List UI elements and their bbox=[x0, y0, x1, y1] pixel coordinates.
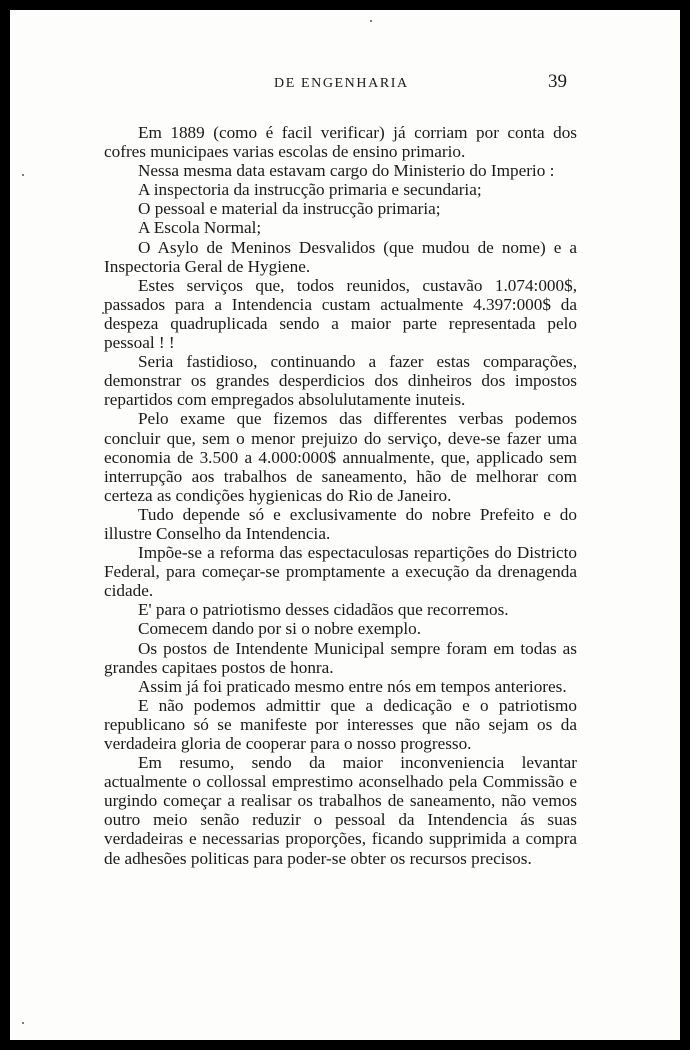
ink-speck bbox=[22, 174, 24, 176]
paragraph: Comecem dando por si o nobre exemplo. bbox=[138, 619, 422, 639]
page-number: 39 bbox=[548, 71, 567, 92]
paragraph: Assim já foi praticado mesmo entre nós em tempos anteriores. bbox=[138, 676, 567, 696]
paragraph: Pelo exame que fizemos das differentes verbas podemos concluir que, sem o menor prejuizo do serviço, deve-se fazer uma economia de 3.500 a 4.000:000$ annualmente, que, applicado sem interrupção aos trabalhos de saneamento, hão de melhorar com certeza as condições hygienicas do Rio de Janeiro. bbox=[104, 409, 577, 505]
paragraph: Estes serviços que, todos reunidos, custavão 1.074:000$, passados para a Intendencia custam actualmente 4.397:000$ da despeza quadruplicada sendo a maior parte representada pelo pessoal ! ! bbox=[104, 275, 577, 353]
page-header bbox=[10, 68, 680, 98]
body-text bbox=[104, 123, 577, 868]
list-item: O Asylo de Meninos Desvalidos (que mudou de nome) e a Inspectoria Geral de Hygiene. bbox=[104, 237, 577, 276]
paragraph: Impõe-se a reforma das espectaculosas repartições do Districto Federal, para começar-se promptamente a execução da drenagenda cidade. bbox=[104, 543, 577, 601]
list-item: A inspectoria da instrucção primaria e secundaria; bbox=[138, 180, 482, 200]
list-item: A Escola Normal; bbox=[138, 218, 262, 238]
paragraph: Nessa mesma data estavam cargo do Ministerio do Imperio : bbox=[138, 161, 555, 181]
ink-speck bbox=[22, 1022, 24, 1024]
paragraph: Seria fastidioso, continuando a fazer estas comparações, demonstrar os grandes desperdicios dos dinheiros dos impostos repartidos com empregados absolulutamente inuteis. bbox=[104, 352, 577, 410]
book-page bbox=[10, 10, 680, 1040]
list-item: O pessoal e material da instrucção primaria; bbox=[138, 199, 441, 219]
paragraph: Em resumo, sendo da maior inconveniencia levantar actualmente o collossal emprestimo aconselhado pela Commissão e urgindo começar a realisar os trabalhos de saneamento, não vemos outro meio senão reduzir o pessoal da Intendencia ás suas verdadeiras e necessarias proporções, ficando supprimida a compra de adhesões politicas para poder-se obter os recursos precisos. bbox=[104, 753, 577, 868]
paragraph: Os postos de Intendente Municipal sempre foram em todas as grandes capitaes postos de honra. bbox=[104, 638, 577, 677]
paragraph: Em 1889 (como é facil verificar) já corriam por conta dos cofres municipaes varias escolas de ensino primario. bbox=[104, 123, 577, 162]
paragraph: Tudo depende só e exclusivamente do nobre Prefeito e do illustre Conselho da Intendencia. bbox=[104, 504, 577, 543]
ink-speck bbox=[102, 312, 104, 314]
ink-speck bbox=[370, 20, 372, 22]
paragraph: E não podemos admittir que a dedicação e o patriotismo republicano só se manifeste por interesses que não sejam os da verdadeira gloria de cooperar para o nosso progresso. bbox=[104, 695, 577, 753]
running-head: DE ENGENHARIA bbox=[274, 76, 409, 91]
paragraph: E' para o patriotismo desses cidadãos que recorremos. bbox=[138, 600, 509, 620]
